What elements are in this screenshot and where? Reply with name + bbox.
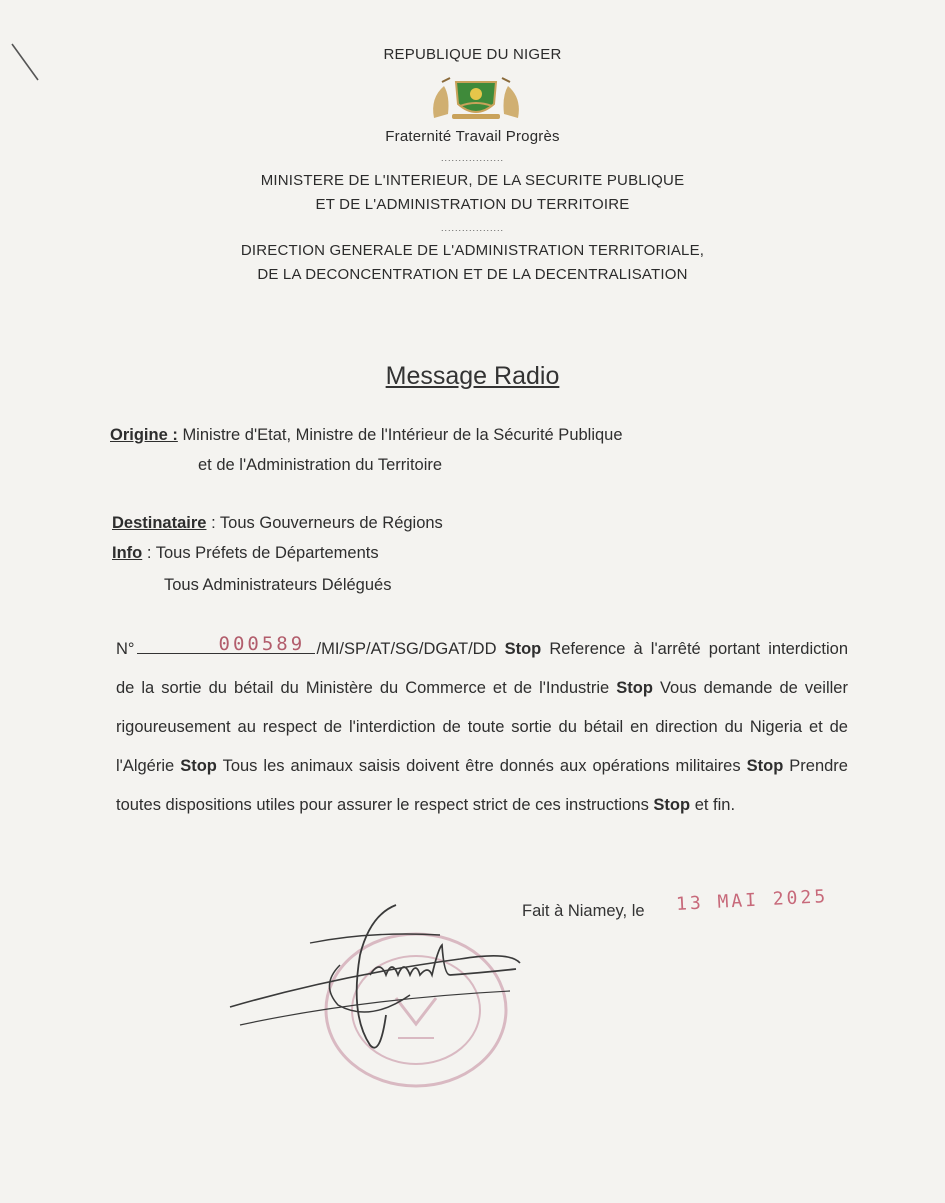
stop-word: Stop xyxy=(746,757,784,775)
signature xyxy=(220,895,540,1065)
ministry-line-1: MINISTERE DE L'INTERIEUR, DE LA SECURITE PUBLIQUE xyxy=(260,172,685,189)
place-of-signature: Fait à Niamey, le xyxy=(522,902,645,920)
message-segment: Tous les animaux saisis doivent être donnés aux opérations militaires xyxy=(222,757,741,775)
info-line xyxy=(112,544,379,563)
direction-line-1: DIRECTION GENERALE DE L'ADMINISTRATION TERRITORIALE, xyxy=(240,242,705,259)
reference-code: /MI/SP/AT/SG/DGAT/DD xyxy=(316,640,497,658)
date-stamp: 13 MAI 2025 xyxy=(675,886,829,915)
number-stamp: 000589 xyxy=(218,633,306,655)
message-segment: Vous demande de veiller rigoureusement au respect de l'interdiction de toute sortie du bétail en direction du Nigeria et de l'Algérie xyxy=(116,679,848,775)
message-segment: Prendre toutes dispositions utiles pour assurer le respect strict de ces instructions xyxy=(116,757,848,814)
stop-word: Stop xyxy=(504,640,542,658)
number-blank-line xyxy=(137,633,315,655)
recipient-value: : Tous Gouverneurs de Régions xyxy=(211,514,443,532)
coat-of-arms-emblem xyxy=(420,74,532,122)
message-ending: et fin. xyxy=(694,796,736,814)
recipient-label: Destinataire xyxy=(112,514,207,532)
direction-line-2: DE LA DECONCENTRATION ET DE LA DECENTRALISATION xyxy=(257,266,688,283)
country-name: REPUBLIQUE DU NIGER xyxy=(383,46,562,63)
number-prefix: N° xyxy=(116,640,135,658)
info-value: : Tous Préfets de Départements xyxy=(146,544,379,562)
message-body xyxy=(116,630,848,825)
separator: .................. xyxy=(440,153,504,163)
origin-label: Origine : xyxy=(110,426,178,444)
origin-line xyxy=(110,426,623,445)
stop-word: Stop xyxy=(180,757,217,775)
separator: .................. xyxy=(440,223,504,233)
message-segment: Reference à l'arrêté portant interdiction de la sortie du bétail du Ministère du Commerce et de l'Industrie xyxy=(116,640,848,697)
origin-value: Ministre d'Etat, Ministre de l'Intérieur de la Sécurité Publique xyxy=(182,426,623,444)
stop-word: Stop xyxy=(616,679,653,697)
info-label: Info xyxy=(112,544,143,562)
document-title: Message Radio xyxy=(385,362,560,390)
info-continuation: Tous Administrateurs Délégués xyxy=(164,576,392,594)
stop-word: Stop xyxy=(653,796,691,814)
ministry-line-2: ET DE L'ADMINISTRATION DU TERRITOIRE xyxy=(315,196,630,213)
origin-continuation: et de l'Administration du Territoire xyxy=(198,456,443,474)
national-motto: Fraternité Travail Progrès xyxy=(385,128,560,145)
recipient-line xyxy=(112,514,443,533)
